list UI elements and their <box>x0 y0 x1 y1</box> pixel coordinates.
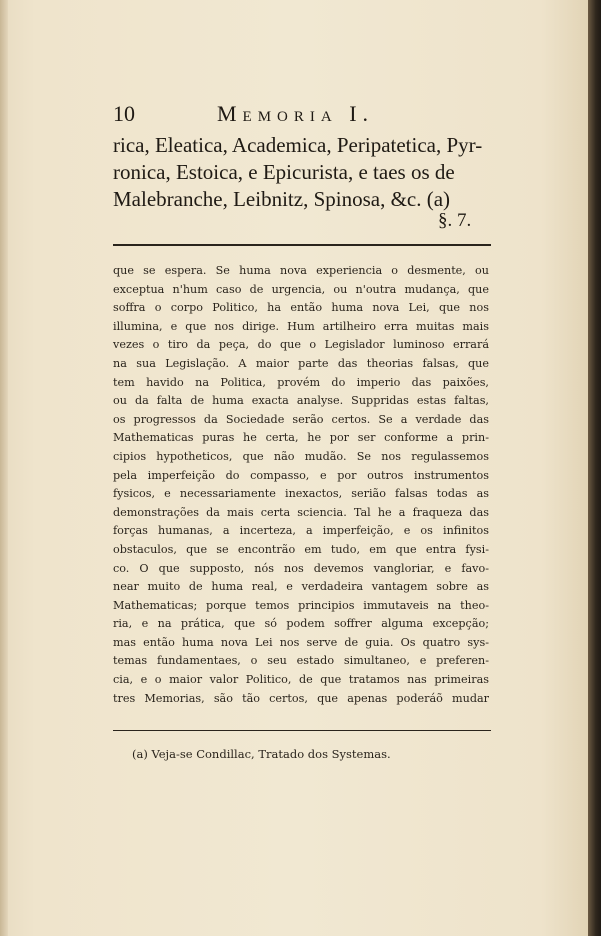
text-line: tres Memorias, são tão certos, que apenas poderáõ mudar <box>113 691 489 705</box>
text-line: Mathematicas puras he certa, he por ser conforme a prin- <box>113 431 489 445</box>
text-line: tem havido na Politica, provém do imperio das paixões, <box>113 375 489 389</box>
text-line: illumina, e que nos dirige. Hum artilheiro erra muitas mais <box>113 319 489 333</box>
page-header <box>113 101 493 131</box>
text-line: temas fundamentaes, o seu estado simultaneo, e preferen- <box>113 654 489 668</box>
text-line: obstaculos, que se encontrão em tudo, em que entra fysi- <box>113 542 489 556</box>
text-line: forças humanas, a incerteza, a imperfeição, e os infinitos <box>113 524 489 538</box>
section-mark: §. 7. <box>438 210 472 231</box>
text-line: soffra o corpo Politico, ha então huma nova Lei, que nos <box>113 301 489 315</box>
text-line: cia, e o maior valor Politico, de que tratamos nas primeiras <box>113 673 489 687</box>
footnote-rule <box>113 730 491 731</box>
text-line: os progressos da Sociedade serão certos. Se a verdade das <box>113 412 489 426</box>
divider-rule <box>113 244 491 246</box>
footnote: (a) Veja-se Condillac, Tratado dos Systemas. <box>132 747 391 761</box>
text-line: exceptua n'hum caso de urgencia, ou n'outra mudança, que <box>113 282 489 296</box>
text-line: ronica, Estoica, e Epicurista, e taes os de <box>113 160 455 184</box>
text-line: ria, e na prática, que só podem soffrer alguma excepção; <box>113 617 489 631</box>
text-line: Malebranche, Leibnitz, Spinosa, &c. (a) <box>113 187 451 211</box>
text-line: cipios hypotheticos, que não mudão. Se nos regulassemos <box>113 449 489 463</box>
text-line: vezes o tiro da peça, do que o Legislador luminoso errará <box>113 338 489 352</box>
page-edge <box>0 0 8 936</box>
text-line: que se espera. Se huma nova experiencia o desmente, ou <box>113 264 489 277</box>
text-line: demonstrações da mais certa sciencia. Tal he a fraqueza das <box>113 505 489 519</box>
text-line: mas então huma nova Lei nos serve de guia. Os quatro sys- <box>113 635 489 649</box>
text-line: co. O que supposto, nós nos devemos vangloriar, e favo- <box>113 561 489 575</box>
text-line: fysicos, e necessariamente inexactos, serião falsas todas as <box>113 487 489 501</box>
text-line: ou da falta de huma exacta analyse. Suppridas estas faltas, <box>113 394 489 408</box>
text-line: Mathematicas; porque temos principios immutaveis na theo- <box>113 598 489 612</box>
book-spine <box>588 0 601 936</box>
text-line: rica, Eleatica, Academica, Peripatetica, Pyr- <box>113 133 483 157</box>
running-title: Memoria I. <box>217 101 375 126</box>
text-line: na sua Legislação. A maior parte das theorias falsas, que <box>113 356 489 370</box>
text-line: pela imperfeição do compasso, e por outros instrumentos <box>113 468 489 482</box>
body-paragraph <box>113 262 489 708</box>
text-line: near muito de huma real, e verdadeira vantagem sobre as <box>113 580 489 594</box>
previous-section-text <box>113 132 493 213</box>
page-number: 10 <box>113 101 135 126</box>
